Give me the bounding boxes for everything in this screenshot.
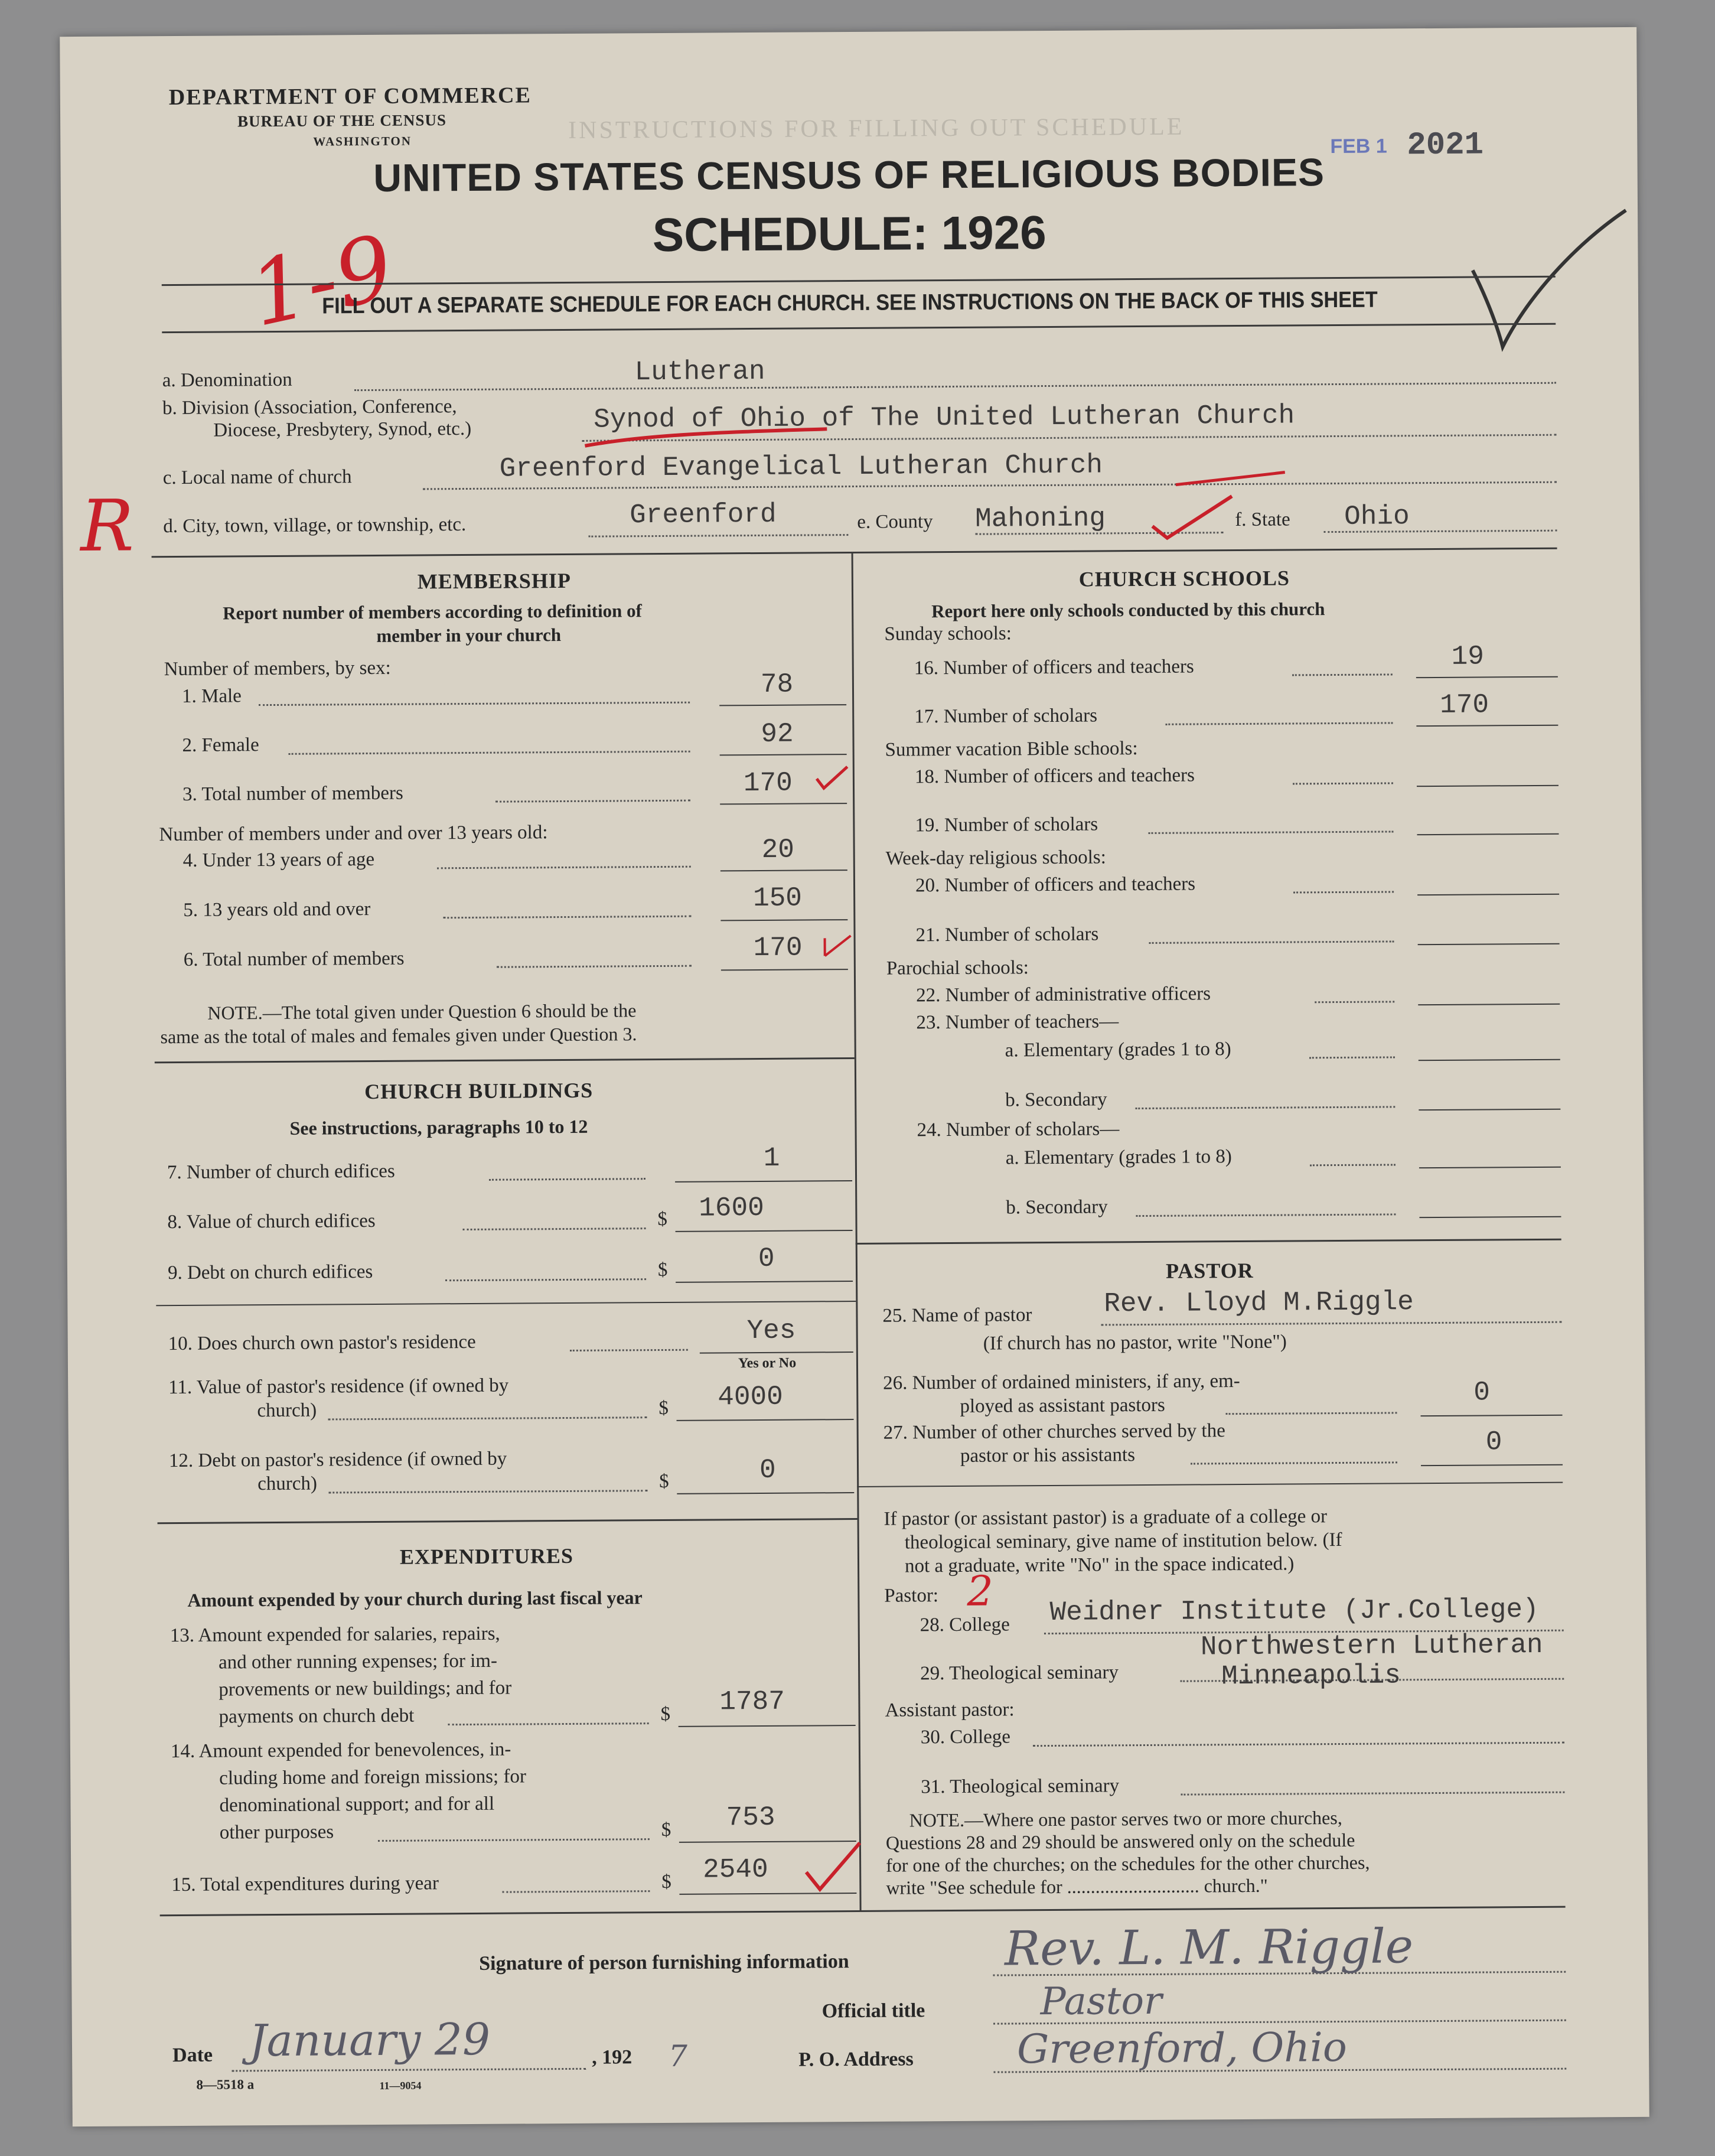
benevolences-dots bbox=[378, 1838, 650, 1842]
benevolences-label-4: other purposes bbox=[219, 1821, 334, 1844]
total-members-dots bbox=[495, 800, 690, 803]
summer-teachers-dots bbox=[1293, 782, 1393, 784]
denomination-value[interactable]: Lutheran bbox=[634, 356, 765, 388]
teachers-secondary-dots bbox=[1135, 1106, 1395, 1109]
running-expenses-label-1: 13. Amount expended for salaries, repairs, bbox=[169, 1623, 500, 1647]
teachers-elementary-answer-line[interactable] bbox=[1419, 1059, 1560, 1061]
other-churches-label-2: pastor or his assistants bbox=[960, 1444, 1136, 1467]
county-value[interactable]: Mahoning bbox=[975, 503, 1106, 535]
pastor-name-value[interactable]: Rev. Lloyd M.Riggle bbox=[1104, 1287, 1414, 1320]
running-expenses-dollar-sign: $ bbox=[660, 1703, 671, 1725]
female-answer-line bbox=[720, 754, 847, 755]
red-checkmark-icon bbox=[1149, 490, 1238, 544]
assistant-ministers-value[interactable]: 0 bbox=[1473, 1377, 1491, 1408]
residence-value-label-1: 11. Value of pastor's residence (if owned by bbox=[168, 1375, 509, 1399]
residence-debt-dollar-sign: $ bbox=[659, 1470, 669, 1493]
weekday-schools-label: Week-day religious schools: bbox=[885, 846, 1106, 869]
edifices-count-answer-line bbox=[675, 1180, 852, 1183]
sunday-scholars-label: 17. Number of scholars bbox=[914, 705, 1098, 728]
other-churches-dots bbox=[1191, 1461, 1397, 1464]
signature-label: Signature of person furnishing information bbox=[479, 1950, 849, 1975]
assistant-college-line[interactable] bbox=[1033, 1742, 1564, 1747]
administrative-officers-dots bbox=[1315, 1001, 1394, 1003]
residence-value-dots bbox=[328, 1416, 647, 1420]
membership-rule bbox=[155, 1057, 855, 1063]
sunday-teachers-label: 16. Number of officers and teachers bbox=[914, 656, 1194, 679]
church-name-label: c. Local name of church bbox=[162, 466, 352, 489]
weekday-teachers-dots bbox=[1293, 891, 1394, 893]
running-expenses-dots bbox=[448, 1722, 649, 1725]
edifices-debt-label: 9. Debt on church edifices bbox=[167, 1261, 373, 1284]
pastor-name-label: 25. Name of pastor bbox=[882, 1304, 1032, 1327]
weekday-scholars-answer-line[interactable] bbox=[1418, 943, 1560, 945]
running-expenses-label-4: payments on church debt bbox=[219, 1705, 415, 1728]
seminary-value-1[interactable]: Northwestern Lutheran bbox=[1200, 1629, 1543, 1663]
benevolences-label-1: 14. Amount expended for benevolences, in- bbox=[170, 1738, 511, 1763]
weekday-scholars-dots bbox=[1149, 940, 1394, 944]
header-rule-bottom bbox=[162, 323, 1556, 333]
sunday-teachers-dots bbox=[1292, 673, 1393, 676]
under-13-label: 4. Under 13 years of age bbox=[182, 848, 375, 871]
running-expenses-label-2: and other running expenses; for im- bbox=[218, 1650, 498, 1673]
running-expenses-label-3: provements or new buildings; and for bbox=[219, 1677, 512, 1701]
expenditures-heading: EXPENDITURES bbox=[399, 1543, 574, 1569]
received-date-stamp: FEB 1 bbox=[1330, 135, 1387, 158]
assistant-ministers-answer-line bbox=[1421, 1415, 1563, 1416]
residence-value-value[interactable]: 4000 bbox=[718, 1381, 783, 1413]
total-expenditures-answer-line bbox=[679, 1893, 856, 1895]
signature-value[interactable]: Rev. L. M. Riggle bbox=[1004, 1919, 1414, 1976]
under-13-value[interactable]: 20 bbox=[761, 834, 795, 865]
other-churches-answer-line bbox=[1421, 1464, 1563, 1466]
assistant-ministers-label-2: ployed as assistant pastors bbox=[960, 1394, 1165, 1417]
scholars-elementary-dots bbox=[1310, 1164, 1396, 1166]
benevolences-label-3: denominational support; and for all bbox=[219, 1793, 495, 1816]
pastor-name-line bbox=[1101, 1321, 1562, 1326]
seminary-value-2[interactable]: Minneapolis bbox=[1221, 1660, 1401, 1692]
over-13-label: 5. 13 years old and over bbox=[183, 898, 371, 921]
scholars-secondary-answer-line[interactable] bbox=[1419, 1216, 1561, 1218]
residence-value-answer-line bbox=[677, 1419, 854, 1421]
pastor-note-1: NOTE.—Where one pastor serves two or more churches, bbox=[909, 1806, 1342, 1831]
weekday-scholars-label: 21. Number of scholars bbox=[915, 923, 1099, 946]
yes-or-no-hint: Yes or No bbox=[738, 1355, 797, 1372]
graduate-instruction-1: If pastor (or assistant pastor) is a graduate of a college or bbox=[883, 1506, 1328, 1530]
church-name-value[interactable]: Greenford Evangelical Lutheran Church bbox=[499, 450, 1103, 484]
division-value[interactable]: Synod of Ohio of The United Lutheran Church bbox=[594, 400, 1295, 435]
red-underline-mark bbox=[582, 426, 830, 452]
membership-intro-2: member in your church bbox=[376, 624, 562, 646]
reverse-side-bleed-heading: INSTRUCTIONS FOR FILLING OUT SCHEDULE bbox=[568, 113, 1185, 144]
membership-heading: MEMBERSHIP bbox=[417, 568, 571, 594]
bottom-section-rule bbox=[160, 1906, 1566, 1917]
year-prefix: , 192 bbox=[592, 2046, 632, 2069]
date-line bbox=[232, 2068, 586, 2072]
over-13-answer-line bbox=[720, 919, 847, 921]
red-checkmark-icon bbox=[803, 1839, 863, 1893]
teachers-secondary-answer-line[interactable] bbox=[1419, 1109, 1560, 1110]
female-value[interactable]: 92 bbox=[761, 718, 794, 750]
section-rule bbox=[152, 548, 1557, 558]
edifices-count-value[interactable]: 1 bbox=[763, 1142, 780, 1174]
denomination-line bbox=[354, 382, 1556, 391]
assistant-ministers-dots bbox=[1225, 1412, 1397, 1415]
edifices-value-label: 8. Value of church edifices bbox=[167, 1210, 376, 1233]
buildings-heading: CHURCH BUILDINGS bbox=[364, 1078, 594, 1104]
pastor-mid-rule bbox=[857, 1482, 1563, 1487]
summer-schools-label: Summer vacation Bible schools: bbox=[885, 738, 1138, 761]
graduate-instruction-2: theological seminary, give name of institution below. (If bbox=[904, 1529, 1342, 1554]
membership-note-2: same as the total of males and females given under Question 3. bbox=[160, 1023, 637, 1048]
red-checkmark-icon bbox=[814, 764, 850, 794]
parochial-schools-label: Parochial schools: bbox=[886, 957, 1029, 979]
residence-debt-dots bbox=[328, 1490, 647, 1493]
total-members-2-dots bbox=[497, 965, 692, 968]
total-members-2-value[interactable]: 170 bbox=[753, 932, 803, 964]
total-members-2-label: 6. Total number of members bbox=[183, 947, 405, 970]
graduate-instruction-3: not a graduate, write "No" in the space indicated.) bbox=[904, 1553, 1295, 1577]
scholars-secondary-dots bbox=[1136, 1213, 1396, 1217]
year-suffix[interactable]: 7 bbox=[668, 2038, 688, 2073]
scholars-secondary-label: b. Secondary bbox=[1006, 1196, 1108, 1219]
total-members-value[interactable]: 170 bbox=[743, 767, 793, 799]
residence-value-label-2: church) bbox=[257, 1399, 317, 1422]
parochial-teachers-label: 23. Number of teachers— bbox=[916, 1011, 1119, 1034]
sunday-scholars-answer-line bbox=[1416, 725, 1558, 727]
summer-scholars-label: 19. Number of scholars bbox=[915, 813, 1098, 836]
state-label: f. State bbox=[1235, 509, 1290, 531]
pastor-note-4: write "See schedule for ............................ church." bbox=[886, 1874, 1268, 1898]
form-title: UNITED STATES CENSUS OF RELIGIOUS BODIES bbox=[373, 150, 1325, 200]
buildings-mid-rule bbox=[156, 1301, 856, 1306]
expenditures-subheading: Amount expended by your church during last fiscal year bbox=[187, 1587, 643, 1611]
city-value[interactable]: Greenford bbox=[630, 499, 777, 531]
division-label-1: b. Division (Association, Conference, bbox=[162, 396, 457, 419]
residence-debt-value[interactable]: 0 bbox=[759, 1454, 776, 1486]
residence-debt-label-2: church) bbox=[257, 1473, 318, 1495]
city-label: d. City, town, village, or township, etc. bbox=[163, 514, 467, 538]
pastor-red-mark: 2 bbox=[967, 1566, 994, 1616]
over-13-value[interactable]: 150 bbox=[752, 882, 803, 914]
college-label: 28. College bbox=[920, 1614, 1010, 1636]
seminary-label: 29. Theological seminary bbox=[920, 1662, 1119, 1685]
column-divider bbox=[852, 552, 862, 1910]
scholars-elementary-label: a. Elementary (grades 1 to 8) bbox=[1005, 1146, 1232, 1169]
residence-debt-answer-line bbox=[677, 1492, 854, 1494]
total-members-label: 3. Total number of members bbox=[182, 782, 403, 805]
pastor-name-hint: (If church has no pastor, write "None") bbox=[983, 1331, 1287, 1354]
po-address-label: P. O. Address bbox=[798, 2048, 914, 2071]
summer-scholars-answer-line[interactable] bbox=[1417, 833, 1559, 835]
sunday-schools-label: Sunday schools: bbox=[884, 623, 1012, 645]
sunday-teachers-answer-line bbox=[1416, 676, 1558, 678]
edifices-count-label: 7. Number of church edifices bbox=[167, 1160, 395, 1184]
sunday-scholars-value[interactable]: 170 bbox=[1440, 689, 1489, 721]
schools-intro: Report here only schools conducted by this church bbox=[931, 598, 1325, 622]
members-by-sex-label: Number of members, by sex: bbox=[164, 657, 391, 680]
official-title-label: Official title bbox=[821, 1999, 925, 2023]
county-label: e. County bbox=[857, 511, 933, 533]
teachers-elementary-label: a. Elementary (grades 1 to 8) bbox=[1005, 1038, 1231, 1061]
female-label: 2. Female bbox=[182, 734, 259, 756]
administrative-officers-label: 22. Number of administrative officers bbox=[916, 983, 1211, 1007]
checkmark-icon bbox=[1466, 204, 1633, 359]
membership-note-1: NOTE.—The total given under Question 6 should be the bbox=[207, 999, 637, 1024]
official-title-value[interactable]: Pastor bbox=[1040, 1979, 1162, 2024]
total-expenditures-value[interactable]: 2540 bbox=[703, 1854, 768, 1885]
pastor-note-2: Questions 28 and 29 should be answered only on the schedule bbox=[885, 1829, 1355, 1854]
summer-teachers-label: 18. Number of officers and teachers bbox=[914, 764, 1195, 788]
date-label: Date bbox=[172, 2044, 213, 2067]
residence-value-dollar-sign: $ bbox=[658, 1397, 669, 1419]
bureau-heading: BUREAU OF THE CENSUS bbox=[237, 111, 447, 131]
parochial-scholars-label: 24. Number of scholars— bbox=[917, 1118, 1120, 1141]
city-line bbox=[588, 534, 848, 538]
po-address-value[interactable]: Greenford, Ohio bbox=[1016, 2024, 1348, 2073]
form-number: 8—5518 a bbox=[196, 2077, 255, 2092]
running-expenses-value[interactable]: 1787 bbox=[719, 1686, 785, 1718]
members-by-age-label: Number of members under and over 13 years old: bbox=[159, 822, 548, 846]
edifices-debt-answer-line bbox=[676, 1281, 853, 1283]
total-expenditures-label: 15. Total expenditures during year bbox=[171, 1872, 439, 1896]
buildings-subheading: See instructions, paragraphs 10 to 12 bbox=[289, 1115, 588, 1139]
assistant-ministers-label-1: 26. Number of ordained ministers, if any, em- bbox=[883, 1370, 1240, 1394]
owns-residence-dots bbox=[570, 1349, 688, 1351]
owns-residence-answer-line bbox=[700, 1351, 853, 1354]
weekday-teachers-label: 20. Number of officers and teachers bbox=[915, 873, 1196, 897]
pastor-heading: PASTOR bbox=[1165, 1258, 1254, 1283]
edifices-value-answer-line bbox=[676, 1230, 853, 1232]
sunday-scholars-dots bbox=[1165, 722, 1393, 725]
edifices-debt-dollar-sign: $ bbox=[657, 1259, 668, 1281]
edifices-dollar-sign: $ bbox=[657, 1208, 668, 1230]
assistant-seminary-label: 31. Theological seminary bbox=[921, 1775, 1120, 1798]
handwritten-batch-mark: 1-9 bbox=[240, 216, 403, 347]
edifices-count-dots bbox=[489, 1178, 645, 1181]
edifices-debt-dots bbox=[445, 1278, 646, 1281]
census-schedule-form bbox=[60, 27, 1649, 2126]
margin-review-mark: R bbox=[80, 485, 135, 568]
female-dots bbox=[289, 751, 690, 755]
male-answer-line bbox=[719, 704, 846, 706]
file-number-stamp: 2021 bbox=[1407, 127, 1484, 164]
pastor-subheading: Pastor: bbox=[884, 1585, 939, 1607]
buildings-rule bbox=[158, 1518, 858, 1524]
division-label-2: Diocese, Presbytery, Synod, etc.) bbox=[213, 418, 472, 441]
red-underline-mark-2 bbox=[1173, 466, 1291, 490]
male-label: 1. Male bbox=[181, 685, 242, 707]
college-value[interactable]: Weidner Institute (Jr.College) bbox=[1049, 1594, 1539, 1628]
owns-residence-value[interactable]: Yes bbox=[746, 1315, 796, 1347]
schools-heading: CHURCH SCHOOLS bbox=[1078, 566, 1290, 591]
total-members-answer-line bbox=[720, 803, 847, 805]
assistant-seminary-line[interactable] bbox=[1181, 1792, 1564, 1796]
membership-intro-1: Report number of members according to definition of bbox=[223, 600, 643, 624]
edifices-value-dots bbox=[463, 1227, 646, 1230]
total-members-2-answer-line bbox=[721, 969, 848, 970]
scholars-elementary-answer-line[interactable] bbox=[1419, 1167, 1561, 1168]
state-value[interactable]: Ohio bbox=[1344, 501, 1410, 532]
running-expenses-answer-line bbox=[679, 1725, 856, 1727]
edifices-value-value[interactable]: 1600 bbox=[699, 1192, 764, 1224]
denomination-label: a. Denomination bbox=[162, 369, 292, 392]
summer-teachers-answer-line[interactable] bbox=[1417, 785, 1559, 787]
weekday-teachers-answer-line[interactable] bbox=[1417, 894, 1559, 895]
owns-residence-label: 10. Does church own pastor's residence bbox=[168, 1331, 476, 1355]
total-expenditures-dots bbox=[502, 1890, 650, 1893]
city-heading: WASHINGTON bbox=[313, 133, 412, 149]
other-churches-label-1: 27. Number of other churches served by the bbox=[883, 1420, 1225, 1444]
benevolences-value[interactable]: 753 bbox=[726, 1802, 775, 1833]
benevolences-dollar-sign: $ bbox=[661, 1819, 671, 1841]
teachers-elementary-dots bbox=[1309, 1056, 1395, 1059]
under-13-dots bbox=[437, 866, 691, 869]
summer-scholars-dots bbox=[1148, 831, 1393, 834]
total-expenditures-dollar-sign: $ bbox=[661, 1871, 671, 1893]
date-value[interactable]: January 29 bbox=[249, 2014, 491, 2067]
pastor-note-3: for one of the churches; on the schedules for the other churches, bbox=[886, 1851, 1370, 1876]
residence-debt-label-1: 12. Debt on pastor's residence (if owned by bbox=[168, 1448, 507, 1472]
other-churches-value[interactable]: 0 bbox=[1485, 1427, 1502, 1458]
sunday-teachers-value[interactable]: 19 bbox=[1451, 641, 1485, 672]
edifices-debt-value[interactable]: 0 bbox=[758, 1243, 775, 1275]
schedule-title: SCHEDULE: 1926 bbox=[652, 206, 1046, 262]
administrative-officers-answer-line[interactable] bbox=[1418, 1004, 1560, 1005]
male-dots bbox=[259, 702, 690, 706]
assistant-college-label: 30. College bbox=[920, 1726, 1011, 1748]
male-value[interactable]: 78 bbox=[760, 669, 794, 700]
department-heading: DEPARTMENT OF COMMERCE bbox=[168, 83, 532, 110]
teachers-secondary-label: b. Secondary bbox=[1005, 1089, 1107, 1111]
assistant-pastor-subheading: Assistant pastor: bbox=[885, 1699, 1015, 1721]
benevolences-label-2: cluding home and foreign missions; for bbox=[219, 1766, 527, 1789]
schools-rule bbox=[856, 1239, 1561, 1245]
over-13-dots bbox=[443, 916, 691, 919]
print-number: 11—9054 bbox=[379, 2079, 422, 2092]
fill-out-instruction: FILL OUT A SEPARATE SCHEDULE FOR EACH CHURCH. SEE INSTRUCTIONS ON THE BACK OF THIS SHEET bbox=[322, 287, 1378, 319]
under-13-answer-line bbox=[720, 869, 847, 871]
red-checkmark-icon bbox=[821, 932, 857, 962]
